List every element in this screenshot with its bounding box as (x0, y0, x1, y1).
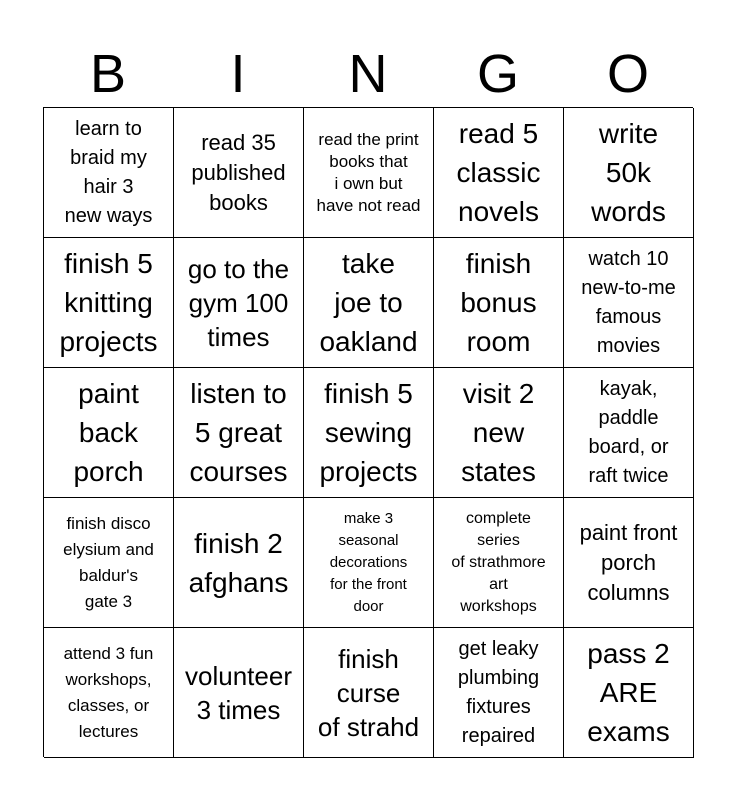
cell-text: finish disco elysium and baldur's gate 3 (63, 513, 154, 611)
cell-text: finish curse of strahd (317, 643, 420, 742)
bingo-cell[interactable] (174, 108, 304, 238)
cell-text: visit 2 new states (461, 378, 536, 487)
cell-text: take joe to oakland (319, 248, 418, 357)
bingo-cell[interactable] (44, 628, 174, 758)
cell-text: paint front porch columns (579, 519, 678, 605)
bingo-cell[interactable] (434, 238, 564, 368)
bingo-cell[interactable] (44, 368, 174, 498)
cell-text: attend 3 fun workshops, classes, or lectures (63, 643, 154, 741)
cell-text: read 5 classic novels (456, 118, 541, 227)
bingo-cell[interactable] (304, 498, 434, 628)
bingo-cell[interactable] (174, 628, 304, 758)
bingo-cell[interactable] (174, 498, 304, 628)
bingo-cell[interactable] (434, 498, 564, 628)
cell-text: finish 2 afghans (188, 527, 289, 598)
cell-text: read the print books that i own but have not read (316, 129, 421, 215)
header-letter-n: N (348, 44, 388, 104)
bingo-cell[interactable] (434, 628, 564, 758)
bingo-cell[interactable] (44, 498, 174, 628)
bingo-cell[interactable] (434, 108, 564, 238)
cell-text: learn to braid my hair 3 new ways (64, 117, 153, 227)
bingo-cell[interactable] (44, 108, 174, 238)
cell-text: pass 2 ARE exams (587, 638, 670, 747)
bingo-cell[interactable] (304, 238, 434, 368)
cell-text: paint back porch (73, 378, 144, 487)
cell-text: volunteer 3 times (185, 660, 292, 725)
cell-text: get leaky plumbing fixtures repaired (457, 637, 540, 747)
cell-text: read 35 published books (191, 129, 286, 215)
cell-text: kayak, paddle board, or raft twice (588, 377, 669, 487)
header-letter-i: I (230, 44, 246, 104)
cell-text: finish 5 sewing projects (319, 378, 418, 487)
cell-text: complete series of strathmore art workshops (451, 509, 546, 615)
bingo-header (43, 42, 693, 106)
cell-text: make 3 seasonal decorations for the front door (329, 509, 408, 615)
cell-text: go to the gym 100 times (187, 253, 290, 352)
bingo-cell[interactable] (174, 238, 304, 368)
cell-text: write 50k words (591, 118, 666, 227)
bingo-cell[interactable] (564, 238, 694, 368)
bingo-cell[interactable] (564, 368, 694, 498)
bingo-cell[interactable] (44, 238, 174, 368)
bingo-cell[interactable] (564, 498, 694, 628)
bingo-cell[interactable] (564, 108, 694, 238)
header-letter-o: O (606, 44, 649, 104)
header-letter-b: B (89, 44, 127, 104)
bingo-cell[interactable] (564, 628, 694, 758)
cell-text: finish 5 knitting projects (59, 248, 158, 357)
bingo-cell[interactable] (304, 108, 434, 238)
cell-text: watch 10 new-to-me famous movies (581, 247, 676, 357)
header-letter-g: G (476, 44, 519, 104)
bingo-cell[interactable] (434, 368, 564, 498)
cell-text: listen to 5 great courses (189, 378, 288, 487)
bingo-cell[interactable] (304, 368, 434, 498)
bingo-grid (43, 107, 693, 757)
bingo-cell[interactable] (304, 628, 434, 758)
bingo-cell[interactable] (174, 368, 304, 498)
cell-text: finish bonus room (460, 248, 537, 357)
